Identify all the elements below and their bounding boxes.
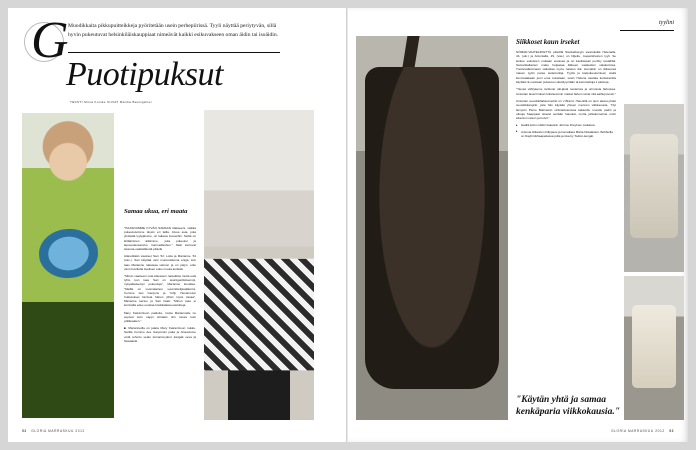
folio-left bbox=[22, 429, 85, 433]
publication-name: GLORIA MARRASKUU 2012 bbox=[31, 429, 85, 433]
body-paragraph: "Minun vaatteeni ovat klassisen naisellisia mutta esiä tyhä, kun taas Sari on avantgardistisempi, nykyaikaisempi pukeutuja", Marianne kuvailee. "Meillä on suomalainen suunnittelijavalikoimi. Comme des Garçons ja Yohji Yamamoton huikutukset loimivat hänen ylhän myös toisaa", Marianne kertoo ja Sari lisää: "Minun taas ei koinnalla edes ooottaa kreikkalaisuuotelutteja. bbox=[124, 274, 196, 308]
tagline-divider bbox=[620, 30, 674, 31]
photo-caption: ■ Marianneilla on jalata Mary Katrantzoun nukku, Sarilla Comme des Garçonsin paita ja Anauolume voilä (ehorto sealu domainoydour kangäk seva jä Savalanki. bbox=[124, 326, 196, 343]
folio-right bbox=[611, 429, 674, 433]
right-page bbox=[348, 8, 688, 442]
photo-detail-strap bbox=[393, 36, 423, 128]
byline: TEKSTI Miina Kumke KUVAT Marika Baumgärtel bbox=[70, 100, 152, 104]
intro-divider bbox=[68, 52, 280, 53]
page-number: 52 bbox=[22, 429, 27, 433]
photo-woman-with-dog-in-bag bbox=[356, 36, 508, 420]
left-page bbox=[8, 8, 348, 442]
publication-name: GLORIA MARRASKUU 2012 bbox=[611, 429, 665, 433]
sidebar-paragraph: "Tiessä vähtykeme tarttuvat väl-jäsiä neuleinsa ja orimotsia farkuissa. Antonian lassii hiukan lutiivaemmin matkei farkut vuivat vitä aalhupuvusti." bbox=[516, 87, 616, 96]
sidebar-article bbox=[516, 38, 616, 140]
body-paragraph: Alanetttään sisokset Sari, 52, Lotta ja Marianne, 54 (vas.). Sari käyttää vain muotoutikonia eniga, kun taas Marianne rakastaa vaimon ja on palyn, erite varsi kuvittella itselleen edes muuta kenkää. bbox=[124, 254, 196, 271]
sidebar-title: Siikkoset kaun irseket bbox=[516, 38, 580, 46]
body-text-column bbox=[124, 226, 196, 346]
pull-quote: "Käytän yhtä ja samaa kenkäparia viikkokausia." bbox=[516, 395, 620, 417]
drop-cap-letter: G bbox=[31, 12, 69, 69]
article-headline: Puotipuksut bbox=[66, 56, 223, 93]
photo-woman-green-dress bbox=[22, 113, 114, 418]
page-number: 53 bbox=[669, 429, 674, 433]
list-item: ▸ Hadiiti kohu mikkiz kakeisiin Jérôme Dreyfuss -laukkuia. bbox=[516, 123, 616, 127]
photo-woman-bottom-right bbox=[624, 276, 684, 420]
drop-cap bbox=[22, 12, 69, 69]
intro-paragraph: Muodikkaita pikkupuitteikkeja pyöritetään usein perhepiirissä. Tyyli näyttää periytyvän, sillä hyvin pukeutuvat helsinkiläiskauppiaat nimeävät kaikki esikuvakseen oman äidin tai isoäidin. bbox=[68, 23, 279, 38]
photo-detail bbox=[228, 364, 290, 420]
photo-woman-checked-skirt bbox=[204, 110, 314, 420]
sidebar-body bbox=[516, 50, 616, 120]
list-item: ▸ Antonia Hiltaniton Fillppaus ja komalkiea Märta Niisalaitetn. Bobbuilla on DaybirdsSaapaitassa joilla ja iiisa by Todsin-kengät. bbox=[516, 130, 616, 138]
photo-woman-top-right bbox=[624, 104, 684, 272]
sidebar-paragraph: NÖMAD-VAATELIIKETTÄ pitävillä Stackelbergin sisaruksilla Helenalla, 44, (oik.) ja Antonialla, 29, (vas.) on hiljettu, mapeitsheinen tyyli. Se kuikee sokoisten mukaan suvassa ja on kaviliavasti perittiy isoäidiltä. Samankaltainen maku heijastaa liikkeen vaatteiden valakoimisa. Tuottevalikoimaan vaikuttaa myös naisten ikä: kumpikin on ikäisensä naisen tyylin paras asiantuntija. Tyyliä ja kielpukeutumisen oiskä kummalakaan juuri eroa toisistaan, toisin Helena vaattaa korkokenkia käyttää rä-vuottaan pukeutuu skettityyntään tä kerrottelluja ii palstoja. bbox=[516, 50, 616, 85]
section-subhead: Samaa ukua, eri maata bbox=[124, 208, 188, 215]
body-paragraph: Mary Katrantzoun paidoita, mutta Mariannelle ne sopivat kuin nappi silmään niin toissa kuin pöllävaalen." bbox=[124, 310, 196, 324]
section-tagline: tyylini bbox=[659, 20, 674, 26]
sidebar-paragraph: Antonian suosikkifarkkumerkki on J Brand, Helenillä on tiern aksisi-yhdet suosikkikangrät, joita hän käyttää yhteen mennen vikkkauusia. "Nyt lampuin Pierre Balmainin virttinattvamissa kakkoiltu muodis padin ja olluuja Saappaat ottavat sertään hauskat, mutta juhlatunnelma omtri alventui mekon ja huivit." bbox=[516, 98, 616, 121]
sidebar-credits-list bbox=[516, 123, 616, 138]
body-paragraph: "HAASOUMME KYVÄN SAMAAN tilakseeni, vaikka pukeutuisimme täysin eri lailla. Aivoa asia, joka yhdistää tyylejämme, on taikaus kuoseihin. Selitä on kiitttäminen äitiämme, joka pukeutui ja lapsuudessamme marmeikkuhun." Näin kertovat Aasuna-vaatteliikettä pitävät bbox=[124, 226, 196, 252]
